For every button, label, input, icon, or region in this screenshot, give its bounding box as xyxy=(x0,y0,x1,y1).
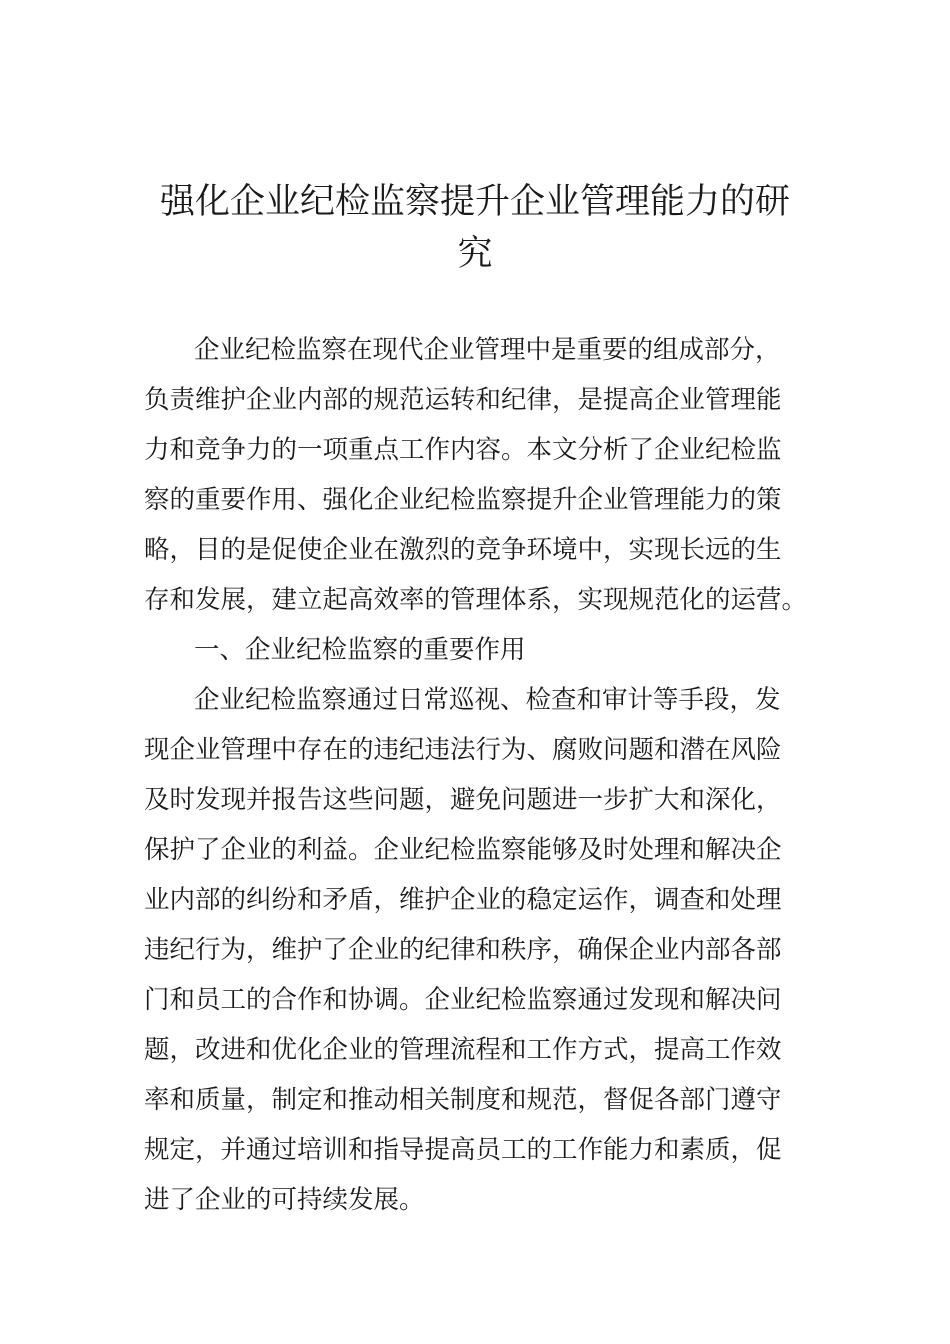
paragraph-2-line-5: 业内部的纠纷和矛盾，维护企业的稳定运作，调查和处理 xyxy=(144,885,782,915)
paragraph-2-line-3: 及时发现并报告这些问题，避免问题进一步扩大和深化， xyxy=(144,785,782,815)
paragraph-2-line-4: 保护了企业的利益。企业纪检监察能够及时处理和解决企 xyxy=(144,835,782,865)
document-title-line-2: 究 xyxy=(457,234,493,274)
paragraph-2-line-11: 进了企业的可持续发展。 xyxy=(144,1185,425,1215)
paragraph-1-line-3: 力和竞争力的一项重点工作内容。本文分析了企业纪检监 xyxy=(144,435,782,465)
paragraph-2-line-9: 率和质量，制定和推动相关制度和规范，督促各部门遵守 xyxy=(144,1085,782,1115)
document-title-line-1: 强化企业纪检监察提升企业管理能力的研 xyxy=(159,182,790,222)
paragraph-1-line-4: 察的重要作用、强化企业纪检监察提升企业管理能力的策 xyxy=(144,485,782,515)
paragraph-2-line-10: 规定，并通过培训和指导提高员工的工作能力和素质，促 xyxy=(144,1135,782,1165)
section-heading: 一、企业纪检监察的重要作用 xyxy=(194,635,526,665)
paragraph-2-line-2: 现企业管理中存在的违纪违法行为、腐败问题和潜在风险 xyxy=(144,735,782,765)
paragraph-1-line-5: 略，目的是促使企业在激烈的竞争环境中，实现长远的生 xyxy=(144,535,782,565)
paragraph-2-line-8: 题，改进和优化企业的管理流程和工作方式，提高工作效 xyxy=(144,1035,782,1065)
paragraph-2-line-1: 企业纪检监察通过日常巡视、检查和审计等手段，发 xyxy=(194,685,781,715)
paragraph-1-line-2: 负责维护企业内部的规范运转和纪律，是提高企业管理能 xyxy=(144,385,782,415)
paragraph-2-line-7: 门和员工的合作和协调。企业纪检监察通过发现和解决问 xyxy=(144,985,782,1015)
paragraph-1-line-6: 存和发展，建立起高效率的管理体系，实现规范化的运营。 xyxy=(144,585,808,615)
paragraph-1-line-1: 企业纪检监察在现代企业管理中是重要的组成部分， xyxy=(194,335,781,365)
paragraph-2-line-6: 违纪行为，维护了企业的纪律和秩序，确保企业内部各部 xyxy=(144,935,782,965)
